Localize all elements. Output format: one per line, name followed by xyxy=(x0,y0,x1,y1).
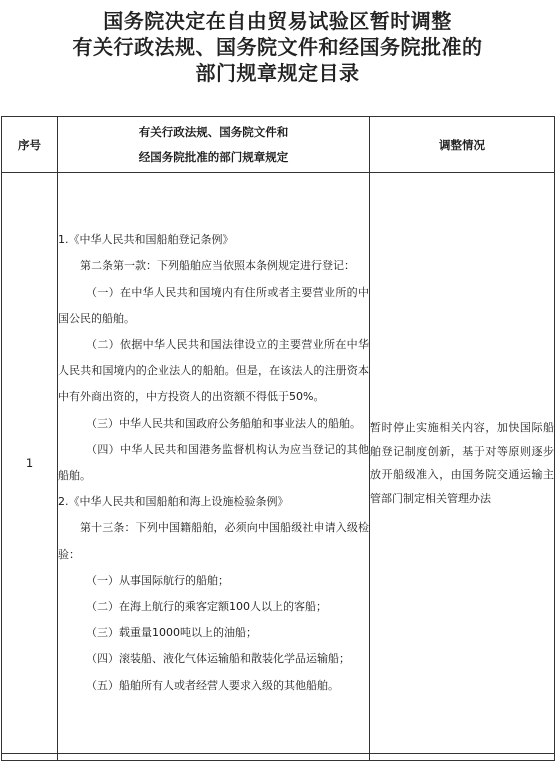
list-item: （四）中华人民共和国港务监督机构认为应当登记的其他船舶。 xyxy=(58,442,369,482)
regulation-content xyxy=(58,173,370,754)
header-adjustment: 调整情况 xyxy=(370,117,555,173)
table-row xyxy=(2,754,555,761)
list-item: （五）船舶所有人或者经营人要求入级的其他船舶。 xyxy=(86,678,339,692)
law-title: 1.《中华人民共和国船舶登记条例》 xyxy=(58,233,234,247)
table-header-row xyxy=(2,117,555,173)
article-clause: 第十三条：下列中国籍船舶，必须向中国船级社申请入级检验： xyxy=(58,521,369,561)
table-cell xyxy=(2,754,58,761)
table-cell xyxy=(58,754,370,761)
list-item: （二）依据中华人民共和国法律设立的主要营业所在中华人民共和国境内的企业法人的船舶。但是，在该法人的注册资本中有外商出资的，中方投资人的出资额不得低于50%。 xyxy=(58,337,369,404)
title-line-1: 国务院决定在自由贸易试验区暂时调整 xyxy=(103,9,452,33)
header-regulation-line-1: 有关行政法规、国务院文件和 xyxy=(138,124,289,139)
list-item: （三）中华人民共和国政府公务船舶和事业法人的船舶。 xyxy=(86,416,361,430)
header-regulation xyxy=(58,117,370,173)
title-line-2: 有关行政法规、国务院文件和经国务院批准的 xyxy=(72,35,483,59)
regulation-table xyxy=(1,116,555,761)
adjustment-description: 暂时停止实施相关内容，加快国际船舶登记制度创新，基于对等原则逐步放开船级准入，由国务院交通运输主管部门制定相关管理办法 xyxy=(370,173,555,754)
document-title xyxy=(0,8,555,86)
title-line-3: 部门规章规定目录 xyxy=(195,61,360,85)
table-row xyxy=(2,173,555,754)
list-item: （一）在中华人民共和国境内有住所或者主要营业所的中国公民的船舶。 xyxy=(58,285,369,325)
table-cell xyxy=(370,754,555,761)
list-item: （一）从事国际航行的船舶； xyxy=(86,573,229,587)
row-serial-number: 1 xyxy=(2,173,58,754)
article-clause: 第二条第一款：下列船舶应当依照本条例规定进行登记： xyxy=(80,259,355,273)
law-title: 2.《中华人民共和国船舶和海上设施检验条例》 xyxy=(58,495,289,509)
list-item: （二）在海上航行的乘客定额100人以上的客船； xyxy=(86,600,327,614)
header-regulation-line-2: 经国务院批准的部门规章规定 xyxy=(138,149,289,164)
list-item: （四）滚装船、液化气体运输船和散装化学品运输船； xyxy=(86,652,350,666)
list-item: （三）载重量1000吨以上的油船； xyxy=(86,626,257,640)
header-serial-number: 序号 xyxy=(2,117,58,173)
